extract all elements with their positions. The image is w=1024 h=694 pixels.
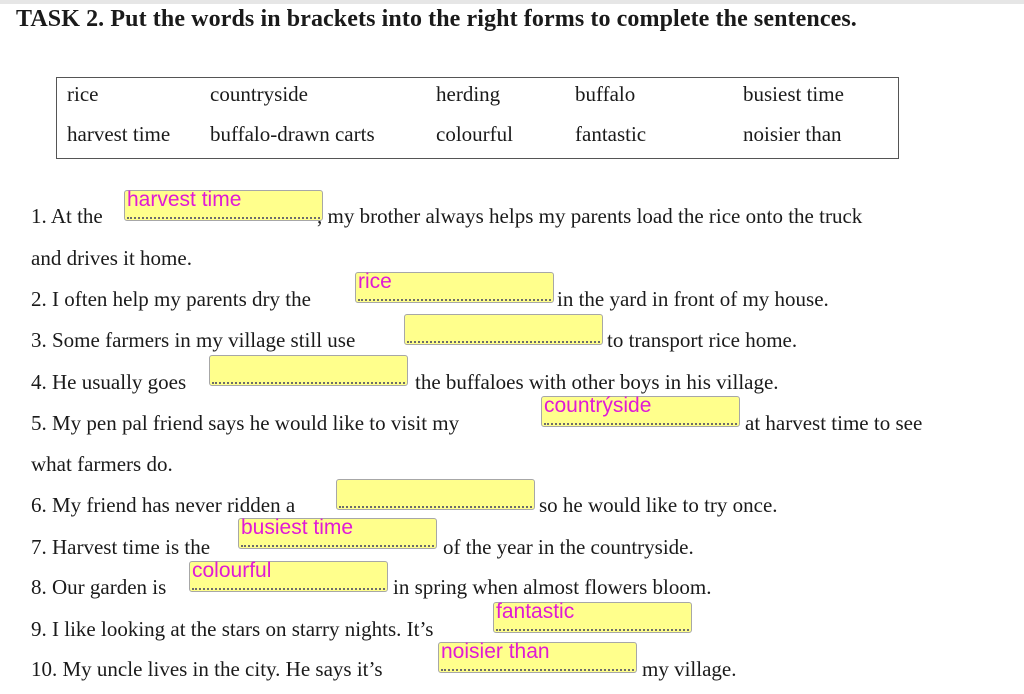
dotted-line — [192, 588, 385, 590]
dotted-line — [339, 506, 532, 508]
answer-field-6[interactable] — [336, 479, 535, 510]
sentence-7-end: of the year in the countryside. — [443, 535, 694, 559]
sentence-5-continuation: what farmers do. — [31, 452, 173, 476]
dotted-line — [496, 629, 689, 631]
sentence-8-end: in spring when almost flowers bloom. — [393, 575, 712, 599]
dotted-line — [358, 299, 551, 301]
sentence-10-start: 10. My uncle lives in the city. He says it’s — [31, 657, 383, 681]
word-bank-item: busiest time — [743, 82, 844, 106]
sentence-4-start: 4. He usually goes — [31, 370, 187, 394]
answer-field-3[interactable] — [404, 314, 603, 345]
sentence-3-end: to transport rice home. — [607, 328, 798, 352]
answer-field-2[interactable] — [355, 272, 554, 303]
word-bank-item: fantastic — [575, 122, 647, 146]
sentence-6-start: 6. My friend has never ridden a — [31, 493, 296, 517]
word-bank-box — [56, 77, 899, 159]
word-bank-item: buffalo — [575, 82, 636, 106]
sentence-8-start: 8. Our garden is — [31, 575, 167, 599]
sentence-9-start: 9. I like looking at the stars on starry nights. It’s — [31, 617, 434, 641]
answer-text-5: countrýside — [544, 394, 652, 417]
sentence-1-start: 1. At the — [31, 204, 103, 228]
answer-field-9[interactable] — [493, 602, 692, 633]
word-bank-item: harvest time — [67, 122, 171, 146]
word-bank-item: herding — [436, 82, 501, 106]
answer-text-10: noisier than — [441, 640, 550, 663]
task-title: TASK 2. Put the words in brackets into the right forms to complete the sentences. — [16, 6, 857, 32]
sentence-7-start: 7. Harvest time is the — [31, 535, 211, 559]
sentence-1-end: , my brother always helps my parents load the rice onto the truck — [317, 204, 863, 228]
dotted-line — [127, 217, 320, 219]
word-bank-item: colourful — [436, 122, 513, 146]
dotted-line — [212, 382, 405, 384]
answer-text-9: fantastic — [496, 600, 575, 623]
word-bank-item: buffalo-drawn carts — [210, 122, 375, 146]
answer-field-7[interactable] — [238, 518, 437, 549]
sentence-3-start: 3. Some farmers in my village still use — [31, 328, 356, 352]
answer-text-8: colourful — [192, 559, 272, 582]
sentence-10-end: my village. — [642, 657, 737, 681]
dotted-line — [407, 341, 600, 343]
answer-text-1: harvest time — [127, 188, 242, 211]
sentence-1-continuation: and drives it home. — [31, 246, 192, 270]
dotted-line — [544, 423, 737, 425]
sentence-5-start: 5. My pen pal friend says he would like to visit my — [31, 411, 460, 435]
answer-field-4[interactable] — [209, 355, 408, 386]
dotted-line — [241, 545, 434, 547]
sentence-2-end: in the yard in front of my house. — [557, 287, 829, 311]
sentence-4-end: the buffaloes with other boys in his village. — [415, 370, 779, 394]
top-edge — [0, 0, 1024, 4]
answer-field-8[interactable] — [189, 561, 388, 592]
sentence-2-start: 2. I often help my parents dry the — [31, 287, 311, 311]
word-bank-item: noisier than — [743, 122, 842, 146]
answer-field-10[interactable] — [438, 642, 637, 673]
word-bank-item: countryside — [210, 82, 308, 106]
answer-text-7: busiest time — [241, 516, 354, 539]
sentence-5-end: at harvest time to see — [745, 411, 923, 435]
word-bank-item: rice — [67, 82, 99, 106]
sentence-6-end: so he would like to try once. — [539, 493, 778, 517]
answer-field-5[interactable] — [541, 396, 740, 427]
answer-text-2: rice — [358, 270, 392, 293]
dotted-line — [441, 669, 634, 671]
answer-field-1[interactable] — [124, 190, 323, 221]
